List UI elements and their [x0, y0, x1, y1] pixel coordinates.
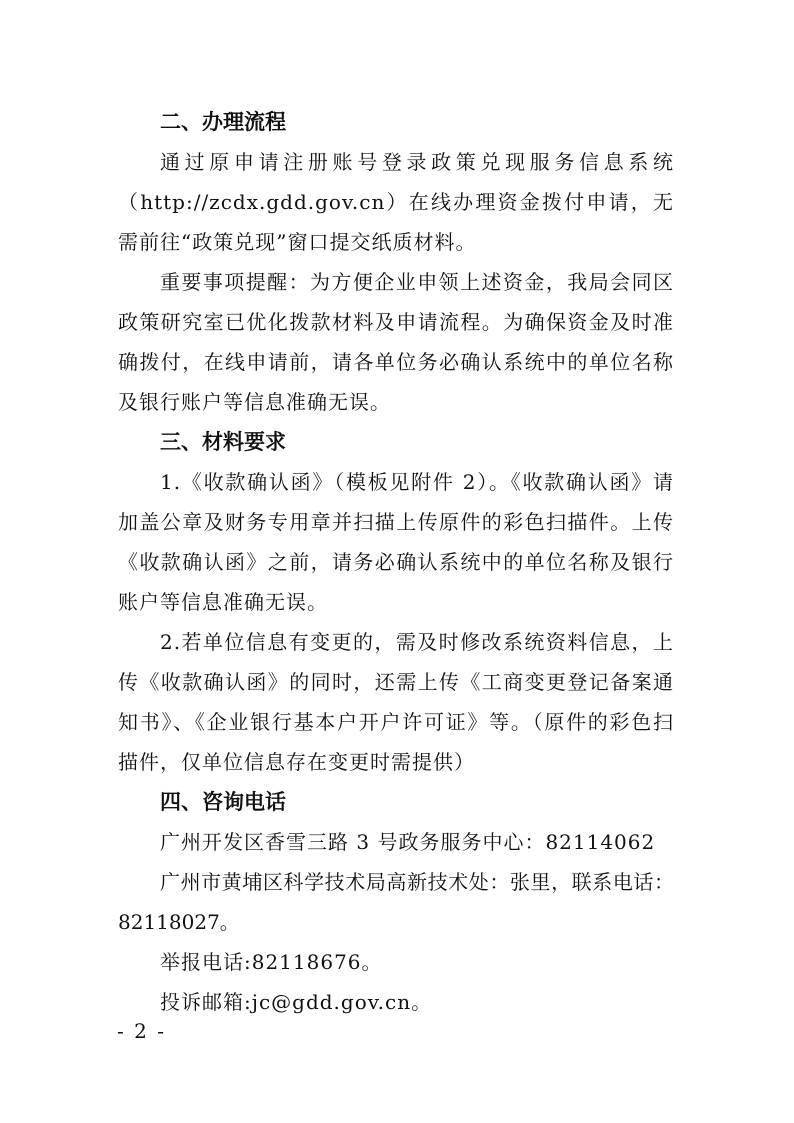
section-heading-contact: 四、咨询电话 — [160, 790, 286, 814]
page-number: - 2 - — [117, 1019, 166, 1043]
document-body — [118, 102, 674, 1022]
section-heading-materials: 三、材料要求 — [160, 430, 286, 454]
contact-line-1: 广州开发区香雪三路 3 号政务服务中心：82114062 — [160, 830, 656, 854]
process-paragraph-1: 通过原申请注册账号登录政策兑现服务信息系统（http://zcdx.gdd.gov.cn）在线办理资金拨付申请，无需前往“政策兑现”窗口提交纸质材料。 — [118, 150, 674, 254]
process-paragraph-2: 重要事项提醒：为方便企业申领上述资金，我局会同区政策研究室已优化拨款材料及申请流程。为确保资金及时准确拨付，在线申请前，请各单位务必确认系统中的单位名称及银行账户等信息准确无误。 — [118, 270, 674, 414]
materials-item-2: 2.若单位信息有变更的，需及时修改系统资料信息，上传《收款确认函》的同时，还需上传《工商变更登记备案通知书》、《企业银行基本户开户许可证》等。（原件的彩色扫描件，仅单位信息存在变更时需提供） — [118, 630, 674, 774]
contact-line-3: 举报电话:82118676。 — [160, 950, 383, 974]
materials-item-1: 1.《收款确认函》（模板见附件 2）。《收款确认函》请加盖公章及财务专用章并扫描上传原件的彩色扫描件。上传《收款确认函》之前，请务必确认系统中的单位名称及银行账户等信息准确无误。 — [118, 470, 674, 614]
section-heading-process: 二、办理流程 — [160, 110, 286, 134]
contact-line-4: 投诉邮箱:jc@gdd.gov.cn。 — [160, 990, 433, 1014]
contact-line-2: 广州市黄埔区科学技术局高新技术处：张里，联系电话：82118027。 — [118, 870, 674, 934]
